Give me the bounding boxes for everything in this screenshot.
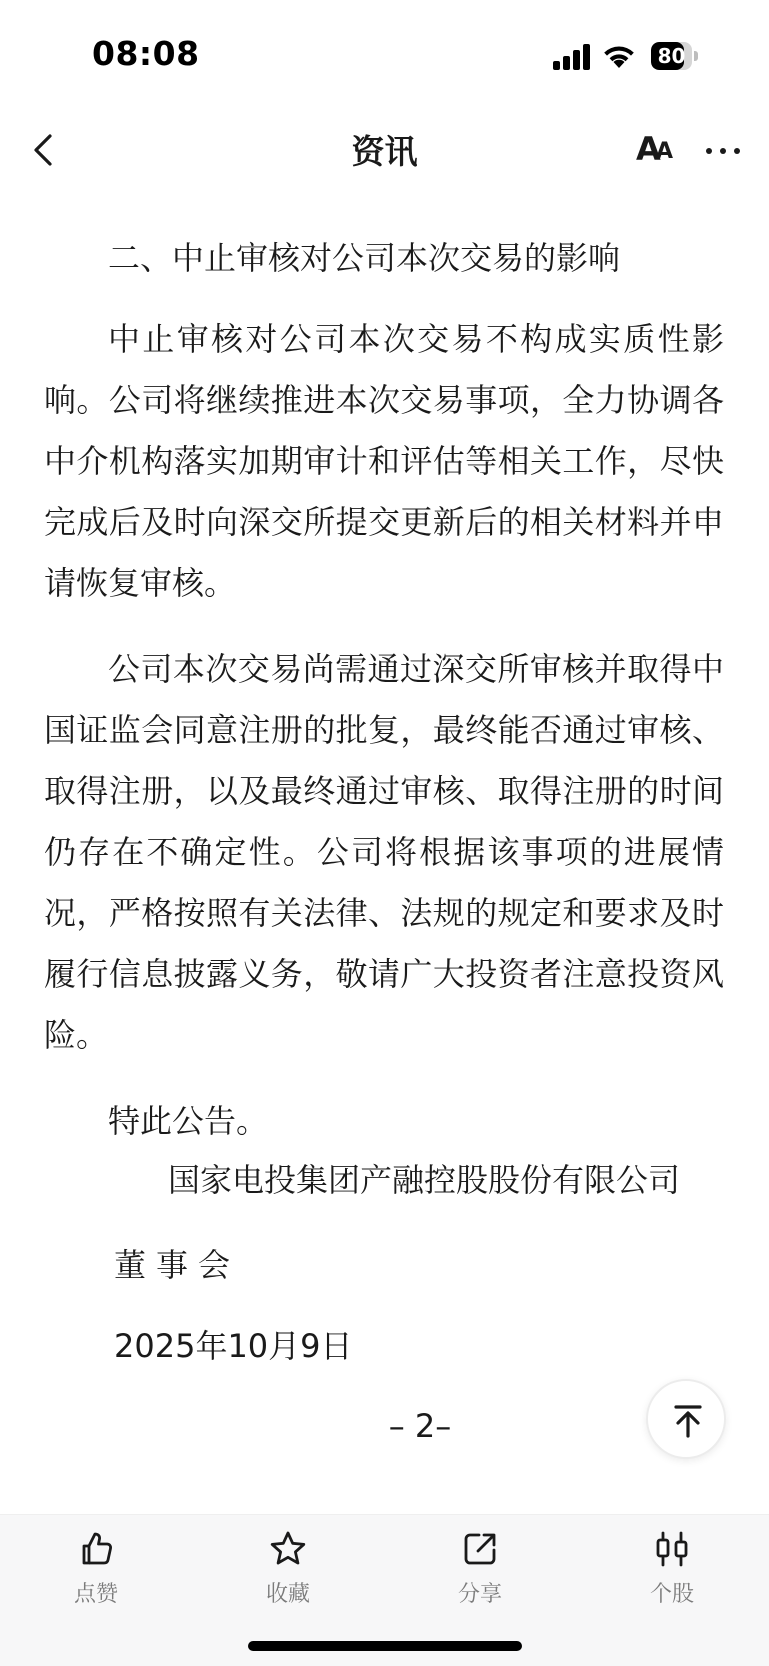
battery-level: 80	[657, 44, 686, 68]
candlestick-icon	[652, 1529, 692, 1569]
share-button[interactable]	[420, 1529, 540, 1619]
font-size-icon[interactable]	[636, 128, 676, 168]
more-icon[interactable]	[706, 148, 740, 154]
stock-button[interactable]	[612, 1529, 732, 1619]
arrow-up-to-top-icon	[668, 1401, 708, 1441]
star-icon	[268, 1529, 308, 1569]
section-heading: 二、中止审核对公司本次交易的影响	[108, 239, 621, 277]
scroll-to-top-button[interactable]	[646, 1379, 726, 1459]
font-size-big-letter: A	[636, 130, 661, 168]
favorite-label: 收藏	[265, 1582, 310, 1607]
thumbs-up-icon	[76, 1529, 116, 1569]
status-bar	[0, 0, 769, 110]
announcement-closing: 特此公告。	[108, 1102, 269, 1140]
signature-date: 2025年10月9日	[114, 1327, 353, 1365]
bottom-action-bar	[0, 1514, 769, 1666]
signal-icon	[553, 44, 591, 70]
battery-icon	[651, 42, 699, 70]
article-body	[44, 228, 724, 1177]
stock-label: 个股	[649, 1582, 694, 1607]
page-number: – 2–	[388, 1407, 452, 1445]
favorite-button[interactable]	[228, 1529, 348, 1619]
like-button[interactable]	[36, 1529, 156, 1619]
share-label: 分享	[457, 1582, 502, 1607]
like-label: 点赞	[73, 1582, 118, 1607]
share-icon	[460, 1529, 500, 1569]
signature-company: 国家电投集团产融控股股份有限公司	[168, 1161, 681, 1199]
page-title: 资讯	[351, 132, 418, 171]
status-time: 08:08	[92, 34, 200, 73]
nav-bar	[0, 110, 769, 190]
wifi-icon	[601, 42, 637, 70]
home-indicator	[248, 1641, 522, 1651]
font-size-small-letter: A	[656, 139, 674, 164]
article-paragraph: 中止审核对公司本次交易不构成实质性影响。公司将继续推进本次交易事项，全力协调各中介机构落实加期审计和评估等相关工作，尽快完成后及时向深交所提交更新后的相关材料并申请恢复审核。	[44, 320, 724, 602]
article-paragraph: 公司本次交易尚需通过深交所审核并取得中国证监会同意注册的批复，最终能否通过审核、取得注册，以及最终通过审核、取得注册的时间仍存在不确定性。公司将根据该事项的进展情况，严格按照有关法律、法规的规定和要求及时履行信息披露义务，敬请广大投资者注意投资风险。	[44, 650, 724, 1054]
signature-board: 董事会	[114, 1246, 241, 1284]
